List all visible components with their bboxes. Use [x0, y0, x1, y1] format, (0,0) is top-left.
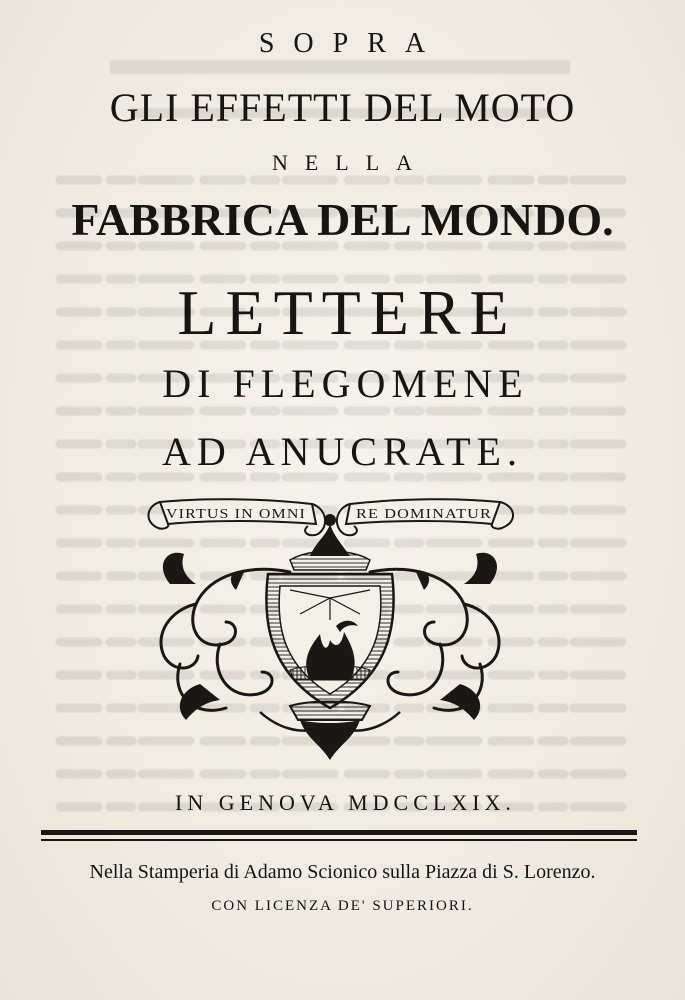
pedestal-base: [260, 702, 400, 761]
motto-ribbon-left: [148, 499, 325, 535]
title-line-nella: NELLA: [271, 150, 430, 175]
title-line-anucrate: AD ANUCRATE.: [162, 429, 523, 474]
printers-device-crest-icon: [140, 494, 540, 764]
title-line-sopra: SOPRA: [258, 28, 445, 59]
title-line-effetti: GLI EFFETTI DEL MOTO: [109, 85, 576, 130]
printer-line: Nella Stamperia di Adamo Scionico sulla Piazza di S. Lorenzo.: [89, 861, 596, 883]
imprint-place-date: IN GENOVA MDCCLXIX.: [175, 790, 516, 815]
motto-ribbon-right: [337, 499, 513, 535]
title-line-fabbrica: FABBRICA DEL MONDO.: [71, 194, 614, 245]
license-line: CON LICENZA DE' SUPERIORI.: [211, 898, 474, 914]
motto-right: RE DOMINATUR: [356, 507, 492, 522]
double-rule-thick: [41, 830, 637, 835]
motto-left: VIRTUS IN OMNI: [166, 507, 306, 522]
title-line-flegomene: DI FLEGOMENE: [162, 361, 529, 406]
double-rule-thin: [41, 839, 637, 841]
central-shield: [266, 574, 393, 708]
title-line-lettere: LETTERE: [177, 277, 518, 348]
